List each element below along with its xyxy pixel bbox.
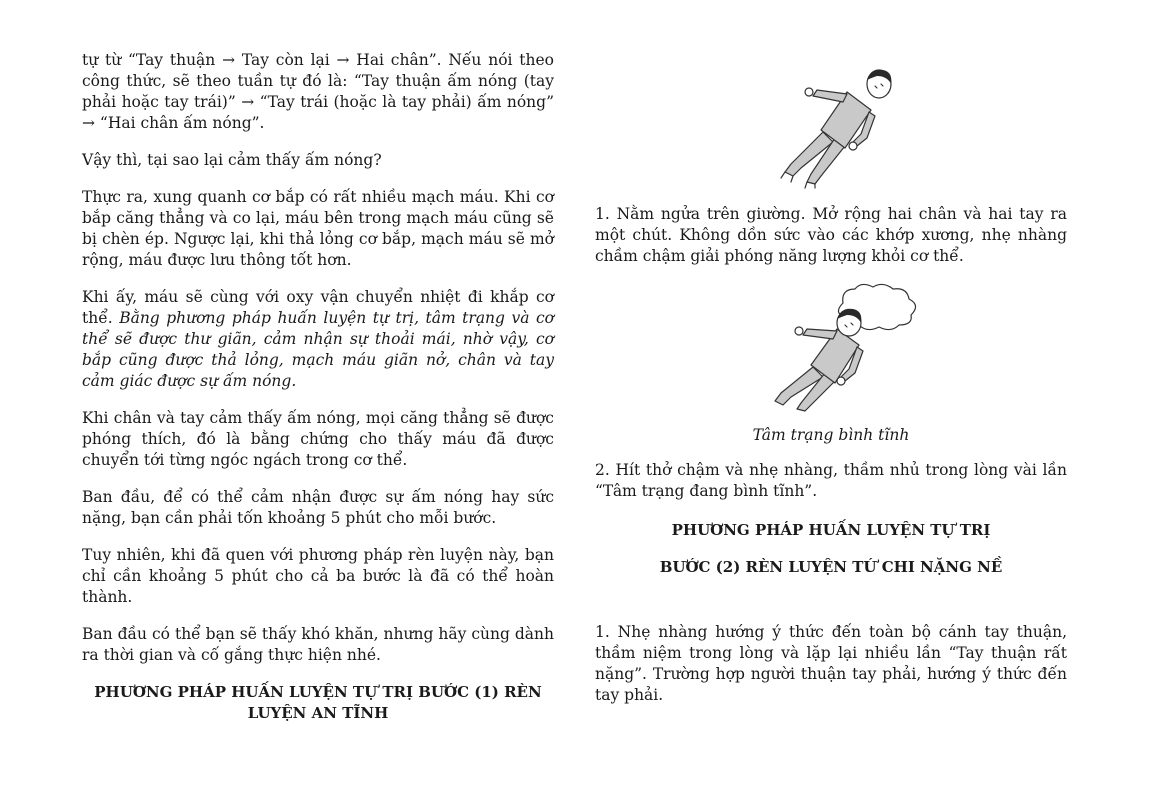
section-heading-step-2-line-2: BƯỚC (2) RÈN LUYỆN TỨ CHI NẶNG NỀ (659, 558, 1003, 576)
step-3-text: 1. Nhẹ nhàng hướng ý thức đến toàn bộ cánh tay thuận, thầm niệm trong lòng và lặp lại nhiều lần “Tay thuận rất nặng”. Trường hợp người thuận tay phải, hướng ý thức đến tay phải. (595, 623, 1067, 704)
paragraph-6: Ban đầu, để có thể cảm nhận được sự ấm nóng hay sức nặng, bạn cần phải tốn khoảng 5 phút cho mỗi bước. (82, 488, 554, 527)
paragraph-8: Ban đầu có thể bạn sẽ thấy khó khăn, nhưng hãy cùng dành ra thời gian và cố gắng thực hiện nhé. (82, 625, 554, 664)
section-heading-step-2-line-1: PHƯƠNG PHÁP HUẤN LUYỆN TỰ TRỊ (671, 521, 991, 539)
step-2-text: 2. Hít thở chậm và nhẹ nhàng, thầm nhủ trong lòng vài lần “Tâm trạng đang bình tĩnh”. (595, 461, 1067, 500)
paragraph-4-italic: Bằng phương pháp huấn luyện tự trị, tâm trạng và cơ thể sẽ được thư giãn, cảm nhận sự thoải mái, nhờ vậy, cơ bắp cũng được thả lỏng, mạch máu giãn nở, chân và tay cảm giác được sự ấm nóng. (82, 309, 554, 390)
paragraph-4-text: Khi ấy, máu sẽ cùng với oxy vận chuyển nhiệt đi khắp cơ thể. (82, 288, 554, 327)
lying-person-illustration (761, 62, 901, 190)
paragraph-2: Vậy thì, tại sao lại cảm thấy ấm nóng? (82, 151, 382, 169)
paragraph-3: Thực ra, xung quanh cơ bắp có rất nhiều mạch máu. Khi cơ bắp căng thẳng và co lại, máu bên trong mạch máu cũng sẽ bị chèn ép. Ngược lại, khi thả lỏng cơ bắp, mạch máu sẽ mở rộng, máu được lưu thông tốt hơn. (82, 188, 554, 269)
paragraph-7: Tuy nhiên, khi đã quen với phương pháp rèn luyện này, bạn chỉ cần khoảng 5 phút cho cả ba bước là đã có thể hoàn thành. (82, 546, 554, 606)
section-heading-step-1: PHƯƠNG PHÁP HUẤN LUYỆN TỰ TRỊ BƯỚC (1) RÈN LUYỆN AN TĨNH (94, 683, 542, 722)
paragraph-1: tự từ “Tay thuận → Tay còn lại → Hai chân”. Nếu nói theo công thức, sẽ theo tuần tự đó là: “Tay thuận ấm nóng (tay phải hoặc tay trái)” → “Tay trái (hoặc là tay phải) ấm nóng” → “Hai chân ấm nóng”. (82, 51, 554, 132)
calm-mind-illustration (731, 283, 931, 413)
step-1-text: 1. Nằm ngửa trên giường. Mở rộng hai chân và hai tay ra một chút. Không dồn sức vào các khớp xương, nhẹ nhàng chầm chậm giải phóng năng lượng khỏi cơ thể. (595, 205, 1067, 265)
left-column (82, 50, 554, 724)
right-column (595, 62, 1067, 722)
paragraph-4 (82, 287, 554, 392)
paragraph-5: Khi chân và tay cảm thấy ấm nóng, mọi căng thẳng sẽ được phóng thích, đó là bằng chứng cho thấy máu đã được chuyển tới từng ngóc ngách trong cơ thể. (82, 409, 554, 469)
figure-caption: Tâm trạng bình tĩnh (752, 426, 910, 444)
